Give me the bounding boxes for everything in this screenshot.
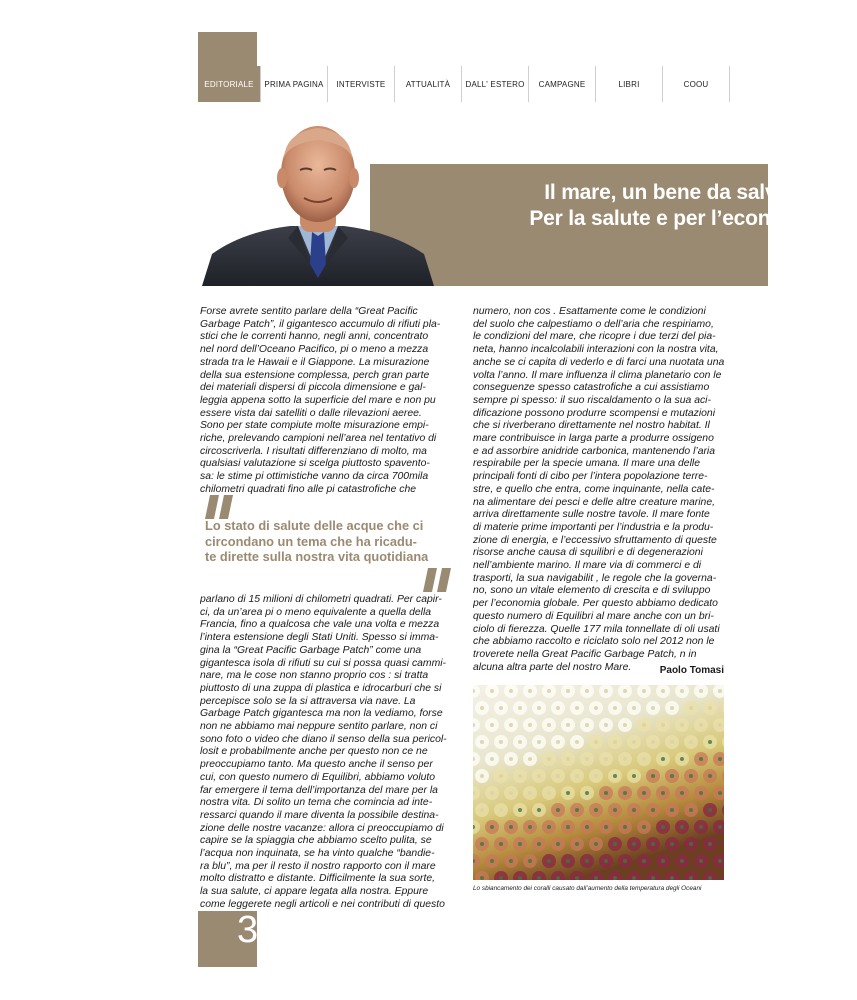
coral-polyp-center <box>585 723 589 727</box>
text-line: della sua estensione complessa, perch gran parte <box>200 369 430 381</box>
coral-polyp-center <box>566 859 570 863</box>
text-line: gina la “Great Pacific Garbage Patch” come una <box>200 644 422 656</box>
text-line: Lo stato di salute delle acque che ci <box>205 518 424 533</box>
text-line: capire se la spiaggia che abbiamo scelto pulita, se <box>200 835 432 847</box>
nav-tab-coou[interactable] <box>662 66 730 102</box>
coral-polyp-center <box>632 774 636 778</box>
coral-polyp-center <box>699 689 703 693</box>
text-line: dificazione possono produrre scompensi e mutazioni <box>473 407 716 419</box>
coral-polyp-center <box>689 876 693 880</box>
coral-polyp-center <box>699 757 703 761</box>
coral-polyp-center <box>623 859 627 863</box>
coral-polyp-center <box>680 859 684 863</box>
text-line: gigantesca isola di rifiuti su cui si possa quasi cammi- <box>200 657 447 669</box>
coral-polyp-center <box>518 706 522 710</box>
coral-polyp-center <box>528 791 532 795</box>
coral-polyp-center <box>661 859 665 863</box>
coral-polyp-center <box>680 689 684 693</box>
coral-polyp-center <box>632 808 636 812</box>
coral-polyp-center <box>518 808 522 812</box>
coral-polyp-center <box>604 689 608 693</box>
coral-polyp-center <box>689 842 693 846</box>
coral-polyp-center <box>518 740 522 744</box>
text-line: principali fonti di cibo per l’intera popolazione terre- <box>473 471 708 483</box>
coral-polyp-center <box>651 842 655 846</box>
coral-polyp-center <box>670 774 674 778</box>
text-line: volta l’anno. Il mare influenza il clima planetario con le <box>473 369 722 381</box>
nav-label: ATTUALITÀ <box>405 79 451 89</box>
coral-polyp-center <box>680 757 684 761</box>
coral-polyp-center <box>575 808 579 812</box>
coral-polyp-center <box>480 706 484 710</box>
coral-polyp-center <box>623 757 627 761</box>
coral-polyp-center <box>708 706 712 710</box>
coral-polyp-center <box>490 723 494 727</box>
coral-polyp-center <box>623 825 627 829</box>
coral-polyp-center <box>509 689 513 693</box>
coral-polyp-center <box>632 842 636 846</box>
coral-polyp-center <box>708 876 712 880</box>
coral-polyp-center <box>518 774 522 778</box>
coral-polyp-center <box>718 757 722 761</box>
text-line: numero, non cos . Esattamente come le condizioni <box>473 306 706 317</box>
coral-polyp-center <box>556 740 560 744</box>
coral-polyp-center <box>680 723 684 727</box>
nav-tab-dall-estero[interactable] <box>461 66 528 102</box>
coral-polyp-center <box>566 791 570 795</box>
text-line: no, sono un vitale elemento di crescita e di sviluppo <box>473 585 711 597</box>
coral-polyp-center <box>604 723 608 727</box>
coral-polyp-center <box>594 876 598 880</box>
text-line: dei materiali dispersi di piccola dimensione e gal- <box>200 382 426 394</box>
coral-polyp-center <box>661 723 665 727</box>
coral-polyp-center <box>490 859 494 863</box>
coral-polyp-center <box>528 757 532 761</box>
coral-polyp-center <box>642 689 646 693</box>
coral-polyp-center <box>509 723 513 727</box>
coral-polyp-center <box>556 842 560 846</box>
text-line: Sono per state compiute molte misurazione empi- <box>200 420 429 432</box>
text-line: molto distratto e distante. Difficilmente la sua sorte, <box>200 873 436 885</box>
text-line: conseguenze spesso catastrofiche a cui assistiamo <box>473 382 710 394</box>
title-line-2: Per la salute e per l’economa <box>529 207 813 230</box>
coral-polyp-center <box>575 740 579 744</box>
text-line: la sua salute, ci appare legata alla nostra. Eppure <box>200 886 429 898</box>
coral-polyp-center <box>528 689 532 693</box>
nav-label: INTERVISTE <box>336 79 386 89</box>
text-line: ressarci quando il mare diventa la possibile destina- <box>200 809 439 821</box>
coral-polyp-center <box>689 808 693 812</box>
text-line: trasporti, la sua navigabilit , le regole che la governa- <box>473 572 717 584</box>
text-line: e ad assorbire anidride carbonica, mantenendo l’aria <box>473 445 716 457</box>
coral-polyp-center <box>661 825 665 829</box>
coral-polyp-center <box>613 706 617 710</box>
coral-polyp-center <box>670 876 674 880</box>
text-line: circondano un tema che ha ricadu- <box>205 533 417 549</box>
coral-polyp-center <box>518 876 522 880</box>
coral-polyp-center <box>718 689 722 693</box>
text-line: ciolo di fierezza. Quelle 177 mila tonnellate di oli usati <box>473 623 720 635</box>
coral-polyp-center <box>585 859 589 863</box>
coral-polyp-center <box>699 791 703 795</box>
coral-polyp-center <box>613 774 617 778</box>
coral-polyp-center <box>699 825 703 829</box>
coral-polyp-center <box>537 808 541 812</box>
text-line: Garbage Patch gigantesca ma non la vediamo, forse <box>200 708 443 720</box>
coral-polyp-center <box>623 723 627 727</box>
text-line: l’acqua non inquinata, se ha vinto qualche “bandie- <box>200 848 435 860</box>
text-line: nare, ma le cose non stanno proprio cos : si tratta <box>200 670 429 682</box>
nav-tab-campagne[interactable] <box>528 66 595 102</box>
text-line: stici che le correnti hanno, negli anni, concentrato <box>200 331 429 343</box>
coral-polyp-center <box>699 723 703 727</box>
coral-polyp-center <box>537 740 541 744</box>
coral-polyp-center <box>490 689 494 693</box>
coral-polyp-center <box>708 842 712 846</box>
coral-polyp-center <box>594 740 598 744</box>
article-column-right <box>473 306 724 674</box>
coral-polyp-center <box>718 859 722 863</box>
coral-polyp-center <box>556 808 560 812</box>
nav-label: LIBRI <box>618 79 640 89</box>
nav-tab-interviste[interactable] <box>327 66 394 102</box>
text-line: riche, prelevando campioni nell’area nel tentativo di <box>200 433 437 445</box>
coral-polyp-center <box>509 757 513 761</box>
article-column-left-bottom <box>200 594 455 912</box>
coral-polyp-center <box>604 825 608 829</box>
text-line: del suolo che calpestiamo o dell’aria che respiriamo, <box>473 318 714 330</box>
text-line: per l’economia globale. Per questo abbiamo dedicato <box>473 598 718 610</box>
coral-polyp-center <box>556 706 560 710</box>
coral-polyp-center <box>613 876 617 880</box>
coral-polyp-center <box>556 876 560 880</box>
coral-polyp-center <box>642 791 646 795</box>
text-line: di materie prime importanti per l’industria e la produ- <box>473 521 714 533</box>
nav-tab-prima-pagina[interactable] <box>260 66 327 102</box>
text-line: sempre pi spesso: il suo riscaldamento o la sua aci- <box>473 394 711 406</box>
coral-polyp-center <box>490 757 494 761</box>
section-nav <box>198 66 730 102</box>
coral-polyp-center <box>670 706 674 710</box>
coral-polyp-center <box>537 876 541 880</box>
text-line: come leggerete negli articoli e nei contributi di questo <box>200 898 445 910</box>
coral-polyp-center <box>547 723 551 727</box>
coral-polyp-center <box>670 740 674 744</box>
coral-polyp-center <box>547 689 551 693</box>
text-line: troverete nella Great Pacific Garbage Patch, n in <box>473 648 697 660</box>
coral-polyp-center <box>480 774 484 778</box>
text-line: risorse anche causa di squilibri e di degenerazioni <box>473 547 703 559</box>
text-line: strada tra le Hawaii e il Giappone. La misurazione <box>200 356 430 368</box>
text-line: sono foto o video che diano il senso della sua pericol- <box>200 733 447 745</box>
coral-polyp-center <box>613 740 617 744</box>
text-line: alcuna altra parte del nostro Mare. <box>473 661 632 673</box>
coral-polyp-center <box>670 808 674 812</box>
coral-polyp-center <box>499 774 503 778</box>
text-line: te dirette sulla nostra vita quotidiana <box>205 549 429 564</box>
coral-polyp-center <box>594 842 598 846</box>
article-column-left-top <box>200 306 455 497</box>
close-quote-icon <box>418 566 458 594</box>
text-line: percepisce solo se la si attraversa via nave. La <box>200 695 416 707</box>
coral-polyp-center <box>680 791 684 795</box>
coral-polyp-center <box>537 706 541 710</box>
coral-polyp-center <box>566 723 570 727</box>
nav-tab-attualita[interactable] <box>394 66 461 102</box>
text-line: far emergere il tema dell’importanza del mare per la <box>200 784 438 796</box>
text-line: non ne abbiamo mai neppure sentito parlare, non ci <box>200 721 438 733</box>
pull-quote <box>205 518 455 565</box>
coral-polyp-center <box>556 774 560 778</box>
author-signature: Paolo Tomasi <box>659 665 724 676</box>
coral-polyp-center <box>623 791 627 795</box>
coral-polyp-center <box>499 706 503 710</box>
coral-polyp-center <box>518 842 522 846</box>
coral-polyp-center <box>623 689 627 693</box>
text-line: Francia, fino a qualcosa che vale una volta e mezza <box>200 619 440 631</box>
text-line: neta, hanno incalcolabili interazioni con la nostra vita, <box>473 344 719 356</box>
coral-polyp-center <box>528 825 532 829</box>
coral-polyp-center <box>642 825 646 829</box>
coral-polyp-center <box>566 825 570 829</box>
coral-polyp-center <box>689 706 693 710</box>
coral-polyp-center <box>708 808 712 812</box>
text-line: nell’ambiente marino. Il mare via di commerci e di <box>473 560 702 572</box>
coral-polyp-center <box>651 740 655 744</box>
coral-polyp-center <box>575 876 579 880</box>
coral-polyp-center <box>613 808 617 812</box>
text-line: che abbiamo raccolto e riciclato solo nel 2012 non le <box>473 636 715 648</box>
coral-polyp-center <box>547 757 551 761</box>
photo-caption: Lo sbiancamento dei coralli causato dall’aumento della temperatura degli Oceani <box>473 885 702 892</box>
text-line: zione di energia, e l’eccessivo sfruttamento di queste <box>473 534 717 546</box>
coral-polyp-center <box>547 825 551 829</box>
coral-polyp-center <box>613 842 617 846</box>
coral-polyp-center <box>585 791 589 795</box>
coral-polyp-center <box>594 706 598 710</box>
coral-polyp-center <box>604 791 608 795</box>
text-line: le condizioni del mare, che ricopre i due terzi del pia- <box>473 331 716 343</box>
coral-polyp-center <box>585 825 589 829</box>
nav-label: DALL' ESTERO <box>465 79 525 89</box>
text-line: circoscriverla. I risultati differenziano di molto, ma <box>200 445 427 457</box>
coral-polyp-center <box>490 825 494 829</box>
text-line: ra blu”, ma per il resto il nostro rapporto con il mare <box>200 860 436 872</box>
coral-polyp-center <box>680 825 684 829</box>
text-line: Forse avrete sentito parlare della “Great Pacific <box>200 306 418 317</box>
coral-polyp-center <box>632 706 636 710</box>
coral-polyp-center <box>642 859 646 863</box>
coral-polyp-center <box>594 808 598 812</box>
nav-label: CAMPAGNE <box>538 79 586 89</box>
text-line: mare contribuisce in larga parte a produrre ossigeno <box>473 433 714 445</box>
text-line: Garbage Patch”, il gigantesco accumulo di rifiuti pla- <box>200 318 441 330</box>
text-line: stre, e quello che entra, come inquinante, nella cate- <box>473 483 715 495</box>
coral-polyp-center <box>642 757 646 761</box>
coral-photo <box>473 685 724 880</box>
title-line-1: Il mare, un bene da salvare. <box>544 181 813 204</box>
text-line: essere vista dai satelliti o dalle rilevazioni aeree. <box>200 407 422 419</box>
text-line: nostra vita. Di solito un tema che comincia ad inte- <box>200 797 433 809</box>
coral-polyp-center <box>651 876 655 880</box>
coral-polyp-center <box>499 808 503 812</box>
coral-polyp-center <box>718 723 722 727</box>
coral-polyp-center <box>632 740 636 744</box>
coral-polyp-center <box>528 723 532 727</box>
coral-polyp-center <box>604 757 608 761</box>
coral-polyp-center <box>566 689 570 693</box>
coral-polyp-center <box>670 842 674 846</box>
coral-polyp-center <box>490 791 494 795</box>
text-line: parlano di 15 milioni di chilometri quadrati. Per capir- <box>200 594 442 605</box>
coral-polyp-center <box>661 689 665 693</box>
coral-polyp-center <box>632 876 636 880</box>
coral-polyp-center <box>499 842 503 846</box>
nav-tab-editoriale[interactable] <box>198 66 260 102</box>
coral-polyp-center <box>509 859 513 863</box>
coral-polyp-center <box>499 876 503 880</box>
coral-polyp-center <box>575 774 579 778</box>
coral-polyp-center <box>708 774 712 778</box>
coral-polyp-center <box>651 706 655 710</box>
coral-polyp-center <box>528 859 532 863</box>
text-line: na alimentare dei pesci e delle altre creature marine, <box>473 496 715 508</box>
coral-polyp-center <box>566 757 570 761</box>
coral-polyp-center <box>509 825 513 829</box>
text-line: losit e probabilmente anche per questo non ce ne <box>200 746 428 758</box>
text-line: qualsiasi valutazione si scelga piuttosto spavento- <box>200 458 430 470</box>
text-line: respirabile per la specie umana. Il mare una delle <box>473 458 700 470</box>
coral-polyp-center <box>708 740 712 744</box>
coral-polyp-center <box>547 859 551 863</box>
text-line: piuttosto di una zuppa di plastica e idrocarburi che si <box>200 682 442 694</box>
coral-polyp-center <box>480 808 484 812</box>
coral-polyp-center <box>509 791 513 795</box>
coral-polyp-center <box>699 859 703 863</box>
nav-label: PRIMA PAGINA <box>264 79 324 89</box>
text-line: questo numero di Equilibri al mare anche con un bri- <box>473 610 714 622</box>
coral-polyp-center <box>651 808 655 812</box>
nav-tab-libri[interactable] <box>595 66 662 102</box>
coral-polyp-center <box>651 774 655 778</box>
article-title <box>529 180 813 232</box>
nav-label: EDITORIALE <box>204 79 254 89</box>
coral-polyp-center <box>642 723 646 727</box>
text-line: nel nord dell’Oceano Pacifico, pi o meno a mezza <box>200 344 429 356</box>
coral-polyp-center <box>499 740 503 744</box>
text-line: ci, da un’area pi o meno equivalente a quella della <box>200 606 432 618</box>
text-line: che si riverberano direttamente nel nostro habitat. Il <box>473 420 710 432</box>
nav-label: COOU <box>683 79 709 89</box>
coral-polyp-center <box>718 791 722 795</box>
coral-polyp-center <box>718 825 722 829</box>
coral-polyp-center <box>689 740 693 744</box>
coral-polyp-center <box>537 842 541 846</box>
text-line: cui, con questo numero di Equilibri, abbiamo voluto <box>200 771 436 783</box>
text-line: leggia appena sotto la superficie del mare e non pu <box>200 394 436 406</box>
coral-polyp-center <box>480 876 484 880</box>
coral-polyp-center <box>661 791 665 795</box>
page-number: 3 <box>237 909 259 951</box>
text-line: sa: le stime pi ottimistiche vanno da circa 700mila <box>200 471 429 483</box>
coral-polyp-center <box>575 706 579 710</box>
text-line: zione delle nostre vacanze: allora ci preoccupiamo di <box>200 822 444 834</box>
coral-polyp-center <box>661 757 665 761</box>
coral-polyp-center <box>480 740 484 744</box>
coral-polyp-center <box>575 842 579 846</box>
open-quote-icon <box>200 493 240 521</box>
text-line: anche se ci capita di vederlo e di farci una nuotata una <box>473 356 724 368</box>
coral-polyp-center <box>594 774 598 778</box>
author-portrait <box>202 114 434 286</box>
coral-polyp-center <box>604 859 608 863</box>
coral-polyp-center <box>537 774 541 778</box>
coral-polyp-center <box>689 774 693 778</box>
text-line: arriva direttamente sulle nostre tavole. Il mare fonte <box>473 509 710 521</box>
coral-polyp-center <box>480 842 484 846</box>
coral-polyp-center <box>547 791 551 795</box>
text-line: chilometri quadrati fino alle pi catastrofiche che <box>200 483 417 495</box>
coral-polyp-center <box>585 689 589 693</box>
text-line: l’intera estensione degli Stati Uniti. Spesso si imma- <box>200 632 439 644</box>
coral-polyp-center <box>585 757 589 761</box>
text-line: preoccupiamo tanto. Ma questo anche il senso per <box>200 759 433 771</box>
